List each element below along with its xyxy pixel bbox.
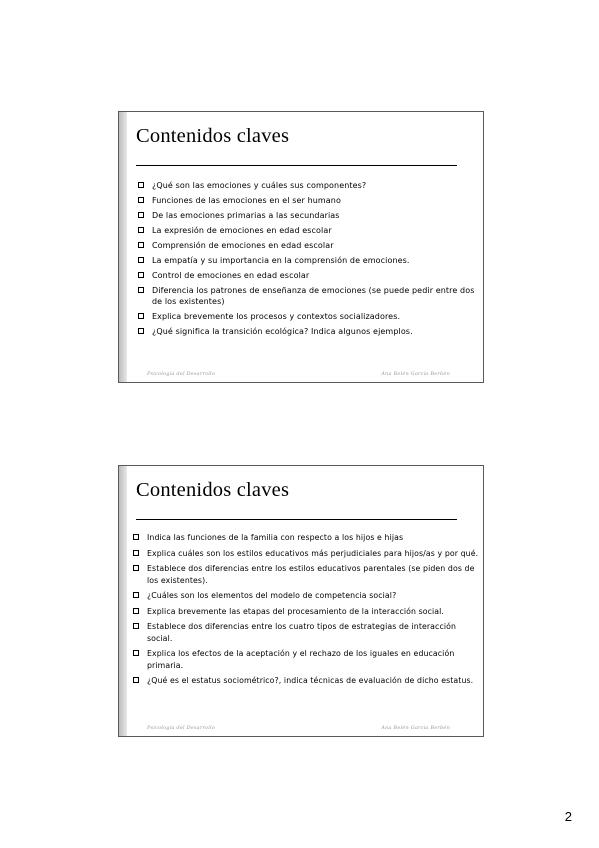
- list-item: [131, 648, 479, 671]
- list-item-text: Diferencia los patrones de enseñanza de emociones (se puede pedir entre dos de los existentes): [152, 286, 475, 306]
- title-divider: [136, 519, 457, 520]
- list-item-text: Control de emociones en edad escolar: [152, 271, 310, 280]
- slide-title: Contenidos claves: [136, 125, 290, 147]
- square-bullet-icon: [138, 212, 144, 218]
- slide-2: [118, 465, 484, 737]
- list-item: [136, 210, 479, 221]
- square-bullet-icon: [133, 677, 139, 683]
- slide-side-bar: [119, 466, 127, 736]
- square-bullet-icon: [133, 623, 139, 629]
- square-bullet-icon: [133, 608, 139, 614]
- title-divider: [136, 165, 457, 166]
- square-bullet-icon: [133, 565, 139, 571]
- list-item-text: La expresión de emociones en edad escolar: [152, 226, 332, 235]
- list-item-text: Explica los efectos de la aceptación y el rechazo de los iguales en educación primaria.: [147, 649, 455, 670]
- list-item-text: Funciones de las emociones en el ser humano: [152, 196, 341, 205]
- list-item-text: Explica cuáles son los estilos educativos más perjudiciales para hijos/as y por qué.: [147, 548, 479, 558]
- list-item-text: De las emociones primarias a las secundarias: [152, 211, 340, 220]
- page-number: 2: [564, 809, 572, 824]
- list-item: [131, 532, 479, 544]
- list-item: [136, 195, 479, 206]
- square-bullet-icon: [133, 650, 139, 656]
- square-bullet-icon: [138, 257, 144, 263]
- list-item-text: Explica brevemente las etapas del procesamiento de la interacción social.: [147, 606, 445, 616]
- list-item: [131, 621, 479, 644]
- square-bullet-icon: [138, 197, 144, 203]
- list-item-text: Indica las funciones de la familia con respecto a los hijos e hijas: [147, 533, 404, 542]
- list-item-text: La empatía y su importancia en la comprensión de emociones.: [152, 256, 410, 265]
- list-item-text: ¿Qué significa la transición ecológica? Indica algunos ejemplos.: [152, 327, 413, 336]
- footer-author: Ana Belén García Berbén: [381, 725, 450, 731]
- slide-title: Contenidos claves: [136, 479, 290, 501]
- square-bullet-icon: [138, 272, 144, 278]
- square-bullet-icon: [138, 227, 144, 233]
- list-item-text: ¿Cuáles son los elementos del modelo de competencia social?: [147, 591, 397, 600]
- list-item: [136, 285, 479, 307]
- list-item: [136, 311, 479, 322]
- list-item-text: ¿Qué son las emociones y cuáles sus componentes?: [152, 181, 367, 190]
- square-bullet-icon: [133, 592, 139, 598]
- footer-course: Psicología del Desarrollo: [147, 371, 216, 377]
- list-item: [136, 225, 479, 236]
- list-item: [131, 590, 479, 602]
- list-item: [131, 606, 479, 618]
- square-bullet-icon: [138, 313, 144, 319]
- bullet-list: [136, 180, 479, 341]
- square-bullet-icon: [133, 534, 139, 540]
- slide-side-bar: [119, 112, 127, 382]
- list-item: [136, 240, 479, 251]
- list-item-text: Establece dos diferencias entre los cuatro tipos de estrategias de interacción social.: [147, 622, 457, 643]
- square-bullet-icon: [138, 287, 144, 293]
- square-bullet-icon: [138, 328, 144, 334]
- slide-1: [118, 111, 484, 383]
- list-item-text: Establece dos diferencias entre los estilos educativos parentales (se piden dos de los existentes).: [147, 564, 475, 585]
- bullet-list: [131, 532, 479, 691]
- square-bullet-icon: [138, 242, 144, 248]
- square-bullet-icon: [138, 182, 144, 188]
- list-item-text: ¿Qué es el estatus sociométrico?, indica técnicas de evaluación de dicho estatus.: [147, 676, 474, 685]
- square-bullet-icon: [133, 550, 139, 556]
- list-item-text: Explica brevemente los procesos y contextos socializadores.: [152, 312, 401, 321]
- list-item: [131, 675, 479, 687]
- list-item: [136, 180, 479, 191]
- list-item: [131, 548, 479, 560]
- footer-course: Psicología del Desarrollo: [147, 725, 216, 731]
- list-item: [131, 563, 479, 586]
- list-item: [136, 255, 479, 266]
- list-item-text: Comprensión de emociones en edad escolar: [152, 241, 334, 250]
- list-item: [136, 326, 479, 337]
- footer-author: Ana Belén García Berbén: [381, 371, 450, 377]
- list-item: [136, 270, 479, 281]
